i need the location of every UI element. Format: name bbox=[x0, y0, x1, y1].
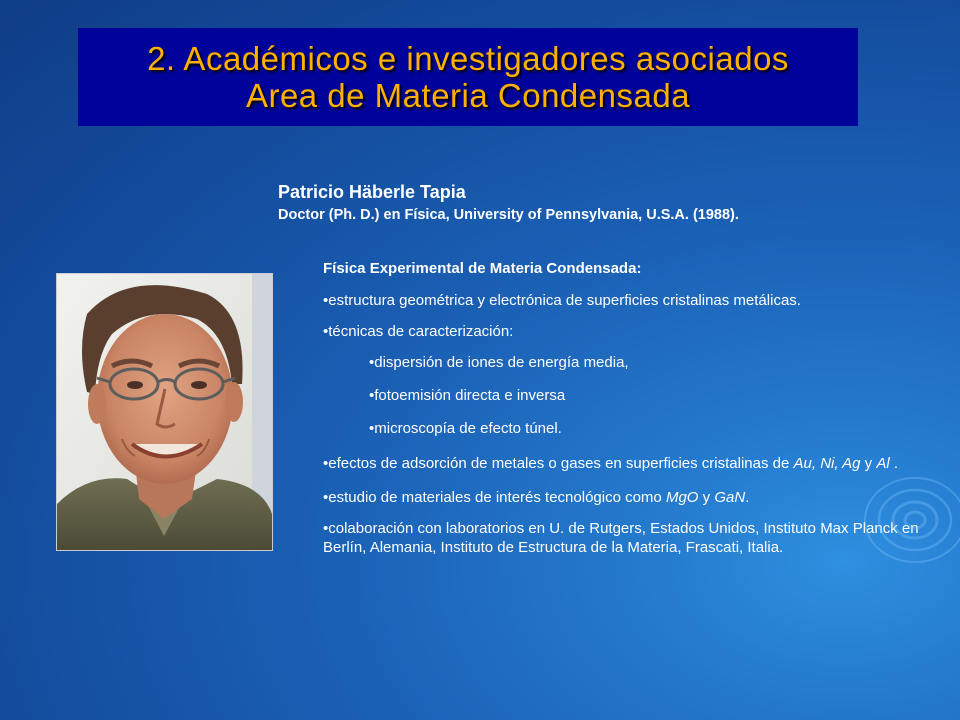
adsorption-end: . bbox=[889, 455, 899, 472]
person-info bbox=[278, 181, 739, 225]
material-gan: GaN bbox=[714, 489, 746, 506]
slide-title-line1: 2. Académicos e investigadores asociados bbox=[147, 40, 789, 77]
sub-bullet-ion-scattering: •dispersión de iones de energía media, bbox=[369, 354, 629, 371]
bullet-adsorption bbox=[323, 452, 923, 476]
material-mgo: MgO bbox=[665, 489, 699, 506]
adsorption-element-al: Al bbox=[876, 455, 890, 472]
bullet-collaboration: •colaboración con laboratorios en U. de Rutgers, Estados Unidos, Instituto Max Planck en Berlín, Alemania, Instituto de Estructura de la Materia, Frascati, Italia. bbox=[323, 520, 919, 556]
bullet-techniques: •técnicas de caracterización: bbox=[323, 323, 514, 340]
portrait-photo bbox=[56, 273, 273, 551]
research-heading: Física Experimental de Materia Condensada: bbox=[323, 260, 642, 277]
research-content bbox=[323, 259, 923, 569]
bullet-structure: •estructura geométrica y electrónica de superficies cristalinas metálicas. bbox=[323, 292, 801, 309]
person-degree: Doctor (Ph. D.) en Física, University of Pennsylvania, U.S.A. (1988). bbox=[278, 207, 739, 223]
materials-end: . bbox=[745, 489, 750, 506]
materials-y: y bbox=[698, 489, 715, 506]
person-name: Patricio Häberle Tapia bbox=[278, 182, 466, 202]
materials-text: •estudio de materiales de interés tecnológico como bbox=[323, 489, 666, 506]
sub-bullet-tunnel-microscopy: •microscopía de efecto túnel. bbox=[369, 420, 562, 437]
slide-title-line2: Area de Materia Condensada bbox=[245, 77, 691, 114]
water-ripple-decoration bbox=[860, 470, 960, 580]
sub-bullet-photoemission: •fotoemisión directa e inversa bbox=[369, 387, 566, 404]
adsorption-y: y bbox=[860, 455, 877, 472]
bullet-materials bbox=[323, 488, 923, 507]
portrait-image bbox=[57, 274, 272, 550]
adsorption-text: •efectos de adsorción de metales o gases en superficies cristalinas de bbox=[323, 455, 790, 472]
slide-title-box bbox=[78, 28, 858, 126]
adsorption-elements: Au, Ni, Ag bbox=[793, 455, 861, 472]
